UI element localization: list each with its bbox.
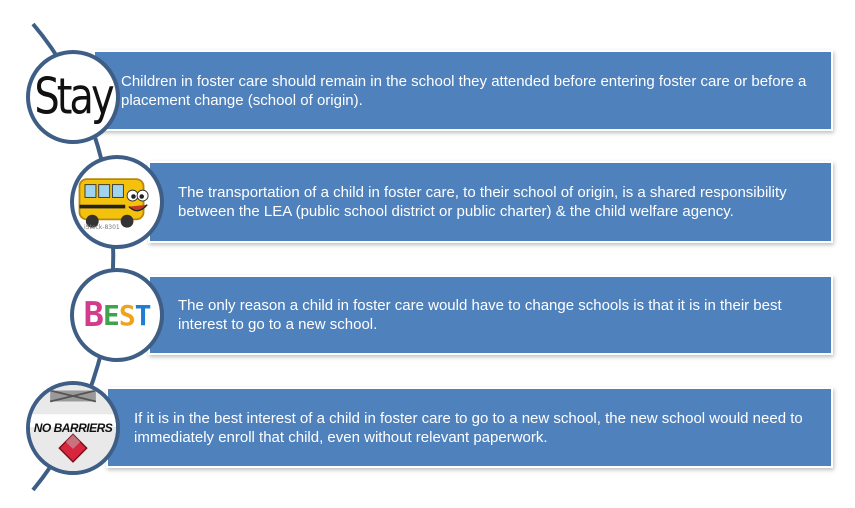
statement-band-2 [150,163,831,241]
stay-icon-label: Stay [34,68,112,126]
statement-text-1: Children in foster care should remain in the school they attended before entering foster care or before a placement change (school of origin). [121,72,807,109]
statement-text-4: If it is in the best interest of a child in foster care to go to a new school, the new school would need to immediately enroll that child, even without relevant paperwork. [134,409,803,446]
statement-band-4 [108,389,831,466]
no-barriers-icon [26,381,120,475]
statement-band-3 [150,277,831,353]
best-icon-label [74,272,160,358]
statement-band-1 [95,52,831,129]
statement-text-2: The transportation of a child in foster care, to their school of origin, is a shared responsibility between the LEA (public school district or public charter) & the child welfare agency. [178,184,787,220]
stay-icon [26,50,120,144]
statement-text-3: The only reason a child in foster care would have to change schools is that it is in their best interest to go to a new school. [178,297,782,333]
bus-image-credit: iStock-8301 [84,224,120,231]
best-icon [70,268,164,362]
school-bus-icon [70,155,164,249]
best-letter-t: T [134,298,151,332]
best-letter-b: B [83,295,103,335]
best-letter-s: S [118,298,135,332]
no-barriers-label: NO BARRIERS [33,421,113,435]
best-letter-e: E [102,298,119,332]
